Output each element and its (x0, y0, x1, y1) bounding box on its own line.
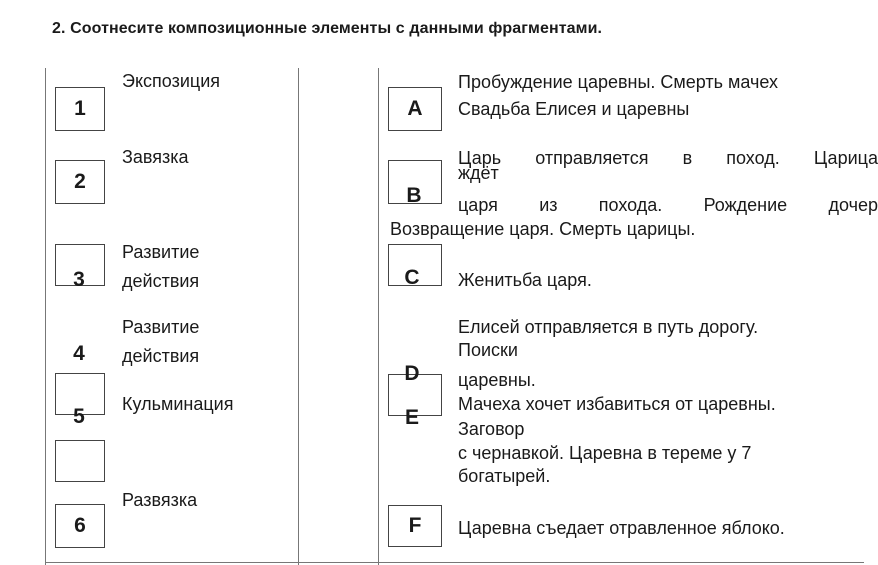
fragment-b-line4: Возвращение царя. Смерть царицы. (390, 219, 696, 239)
fragment-a-line2: Свадьба Елисея и царевны (458, 99, 690, 119)
fragment-e-line3: с чернавкой. Царевна в тереме у 7 (458, 443, 752, 463)
letter-b: B (406, 184, 422, 207)
letter-e: E (404, 406, 419, 429)
table-divider-right (378, 68, 379, 565)
answer-box-empty[interactable] (55, 440, 105, 482)
number-4: 4 (73, 342, 85, 365)
fragment-d-line1: Елисей отправляется в путь дорогу. (458, 317, 759, 337)
number-3: 3 (73, 268, 85, 291)
label-zavyazka: Завязка (122, 147, 189, 167)
label-razvitie-1a: Развитие (122, 242, 200, 262)
label-razvitie-1b: действия (122, 271, 200, 291)
fragment-f-line1: Царевна съедает отравленное яблоко. (458, 518, 785, 538)
fragment-d-line3: царевны. (458, 370, 536, 390)
letter-c: C (404, 266, 420, 289)
fragment-b-line3: царя из похода. Рождение дочер (458, 195, 878, 215)
table-divider-mid (298, 68, 299, 565)
label-razvitie-2b: действия (122, 346, 200, 366)
task-title: 2. Соотнесите композиционные элементы с данными фрагментами. (52, 20, 603, 37)
fragment-e-line1: Мачеха хочет избавиться от царевны. (458, 394, 776, 414)
fragment-b-line1: Царь отправляется в поход. Царица (458, 148, 878, 168)
number-box-2: 2 (55, 160, 105, 204)
letter-d: D (404, 362, 420, 385)
fragment-e-line4: богатырей. (458, 466, 551, 486)
fragment-a-line1: Пробуждение царевны. Смерть мачех (458, 72, 779, 92)
table-border-left (45, 68, 46, 565)
fragment-c-line1: Женитьба царя. (458, 270, 592, 290)
letter-box-f: F (388, 505, 442, 547)
number-box-1: 1 (55, 87, 105, 131)
label-razvyazka: Развязка (122, 490, 198, 510)
number-box-6: 6 (55, 504, 105, 548)
fragment-b-line2: ждёт (458, 163, 499, 183)
letter-box-a: A (388, 87, 442, 131)
label-exposition: Экспозиция (122, 71, 220, 91)
fragment-e-line2: Заговор (458, 419, 525, 439)
label-kulminaciya: Кульминация (122, 394, 234, 414)
number-5: 5 (73, 405, 85, 428)
fragment-d-line2: Поиски (458, 340, 518, 360)
table-bottom-border (45, 562, 864, 563)
label-razvitie-2a: Развитие (122, 317, 200, 337)
